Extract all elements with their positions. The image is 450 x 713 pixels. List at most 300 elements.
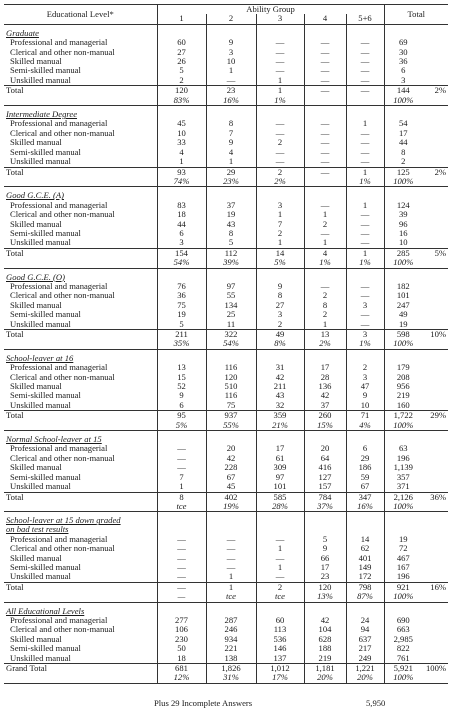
section-total-row — [4, 582, 448, 592]
total-value: 402 — [206, 492, 256, 502]
group-value: 188 — [304, 644, 346, 653]
group-value: 9 — [304, 544, 346, 553]
percent-value: — — [157, 592, 206, 602]
percent-value — [304, 96, 346, 106]
empty-cell — [256, 24, 304, 38]
group-value: — — [157, 544, 206, 553]
percent-total: 100% — [384, 339, 422, 349]
empty-cell — [422, 220, 448, 229]
group-value: 401 — [346, 554, 384, 563]
section-title-line-2: on bad test results — [4, 525, 157, 534]
row-total: 247 — [396, 300, 410, 310]
group-value: 42 — [256, 373, 304, 382]
row-total: 196 — [396, 572, 410, 582]
group-value: 116 — [206, 391, 256, 400]
empty-cell — [422, 106, 448, 120]
empty-cell — [4, 592, 157, 602]
percent-value: 2% — [304, 339, 346, 349]
section-total: 125 — [384, 167, 422, 177]
total-value: 681 — [157, 664, 206, 674]
group-value: 8 — [206, 229, 256, 238]
group-value: — — [304, 157, 346, 167]
empty-cell — [422, 138, 448, 147]
empty-cell — [422, 473, 448, 482]
group-value: — — [304, 282, 346, 291]
empty-cell — [422, 502, 448, 512]
percent-value: 1% — [346, 258, 384, 268]
table-row — [4, 210, 448, 219]
empty-cell — [157, 431, 206, 445]
row-total: 101 — [396, 291, 410, 301]
group-value: 44 — [157, 220, 206, 229]
group-value: 1 — [157, 157, 206, 167]
col-educational-level: Educational Level* — [4, 5, 157, 25]
group-value: — — [206, 76, 256, 86]
percent-total: 100% — [384, 421, 422, 431]
empty-cell — [422, 463, 448, 472]
group-value: 1 — [304, 238, 346, 248]
empty-cell — [206, 24, 256, 38]
category-label: Semi-skilled manual — [4, 148, 157, 157]
row-total: 54 — [398, 119, 408, 129]
table-row — [4, 201, 448, 210]
row-total: 10 — [398, 238, 408, 248]
group-value: 287 — [206, 616, 256, 625]
group-value: — — [304, 76, 346, 86]
group-value: 5 — [304, 535, 346, 544]
percent-row — [4, 421, 448, 431]
group-value: 2 — [256, 320, 304, 330]
row-total: 19 — [398, 319, 408, 329]
empty-cell — [422, 572, 448, 582]
group-value: — — [304, 38, 346, 47]
group-value: 75 — [157, 301, 206, 310]
group-value: 83 — [157, 201, 206, 210]
total-value: 71 — [346, 411, 384, 421]
group-value: 29 — [346, 454, 384, 463]
group-value: 42 — [206, 454, 256, 463]
empty-cell — [304, 602, 346, 616]
total-value: 937 — [206, 411, 256, 421]
table-row — [4, 220, 448, 229]
percent-value: 54% — [157, 258, 206, 268]
table-row — [4, 482, 448, 492]
section-title-row — [4, 512, 448, 526]
total-value: 784 — [304, 492, 346, 502]
group-value: — — [256, 129, 304, 138]
total-value: 347 — [346, 492, 384, 502]
table-row — [4, 444, 448, 453]
group-value: — — [256, 48, 304, 57]
row-total: 8 — [401, 147, 406, 157]
table-row — [4, 473, 448, 482]
row-total: 36 — [398, 57, 408, 67]
percent-row — [4, 502, 448, 512]
table-row — [4, 625, 448, 634]
empty-cell — [157, 602, 206, 616]
empty-cell — [422, 544, 448, 553]
empty-cell — [384, 268, 422, 282]
category-label: Unskilled manual — [4, 238, 157, 248]
group-value: — — [256, 57, 304, 66]
group-value: 3 — [346, 301, 384, 310]
section-total-row — [4, 86, 448, 96]
section-total: 144 — [384, 86, 422, 96]
group-value: 13 — [157, 363, 206, 372]
group-value: 101 — [256, 482, 304, 492]
category-label: Skilled manual — [4, 463, 157, 472]
grand-total-label: Grand Total — [4, 664, 157, 674]
table-row — [4, 544, 448, 553]
percent-row — [4, 258, 448, 268]
total-label: Total — [4, 167, 157, 177]
total-value: 322 — [206, 330, 256, 340]
percent-row — [4, 339, 448, 349]
row-total: 663 — [396, 625, 410, 635]
total-value: 359 — [256, 411, 304, 421]
empty-cell — [422, 512, 448, 526]
percent-value: 8% — [256, 339, 304, 349]
group-value: 1 — [206, 66, 256, 75]
group-4-header: 4 — [304, 14, 346, 24]
empty-cell — [256, 525, 304, 534]
group-value: — — [346, 282, 384, 291]
empty-cell — [206, 431, 256, 445]
group-value: — — [346, 220, 384, 229]
row-total: 2,985 — [393, 634, 413, 644]
group-value: — — [206, 563, 256, 572]
empty-cell — [422, 454, 448, 463]
total-value: 1 — [346, 248, 384, 258]
group-value: 10 — [206, 57, 256, 66]
percent-value — [304, 177, 346, 187]
table-row — [4, 238, 448, 248]
group-value: 149 — [346, 563, 384, 572]
section-total: 2,126 — [384, 492, 422, 502]
group-value: — — [256, 148, 304, 157]
percent-row — [4, 592, 448, 602]
empty-cell — [346, 268, 384, 282]
group-value: 3 — [157, 238, 206, 248]
group-value: 2 — [157, 76, 206, 86]
empty-cell — [422, 301, 448, 310]
group-value: 5 — [157, 66, 206, 75]
row-total: 179 — [396, 363, 410, 373]
percent-total: 100% — [384, 673, 422, 683]
row-total: 63 — [398, 444, 408, 454]
row-total: 6 — [401, 66, 406, 76]
section-title: Graduate — [4, 24, 157, 38]
group-value: 23 — [304, 572, 346, 582]
empty-cell — [422, 38, 448, 47]
group-value: 19 — [206, 210, 256, 219]
empty-cell — [256, 268, 304, 282]
group-value: — — [256, 66, 304, 75]
table-row — [4, 119, 448, 128]
percent-value: 83% — [157, 96, 206, 106]
total-label: Total — [4, 411, 157, 421]
category-label: Skilled manual — [4, 382, 157, 391]
empty-cell — [422, 258, 448, 268]
group-value: 157 — [304, 482, 346, 492]
group-value: 76 — [157, 282, 206, 291]
group-value: 217 — [346, 644, 384, 653]
category-label: Clerical and other non-manual — [4, 129, 157, 138]
percent-value: 87% — [346, 592, 384, 602]
total-value: 798 — [346, 582, 384, 592]
category-label: Semi-skilled manual — [4, 644, 157, 653]
category-label: Clerical and other non-manual — [4, 625, 157, 634]
percent-value: 5% — [256, 258, 304, 268]
group-value: — — [346, 76, 384, 86]
section-total: 1,722 — [384, 411, 422, 421]
empty-cell — [157, 106, 206, 120]
empty-cell — [422, 349, 448, 363]
row-total: 761 — [396, 653, 410, 663]
percent-value: 2% — [256, 177, 304, 187]
group-value: 11 — [206, 320, 256, 330]
group-value: 230 — [157, 635, 206, 644]
group-value: 2 — [304, 310, 346, 319]
incomplete-answers-label: Plus 29 Incomplete Answers — [154, 698, 253, 708]
empty-cell — [256, 187, 304, 201]
empty-cell — [422, 525, 448, 534]
empty-cell — [422, 635, 448, 644]
empty-cell — [422, 339, 448, 349]
group-value: 60 — [157, 38, 206, 47]
group-value: 2 — [346, 363, 384, 372]
total-label: Total — [4, 86, 157, 96]
total-value: — — [304, 86, 346, 96]
section-title-row — [4, 24, 448, 38]
section-total-row — [4, 330, 448, 340]
percent-value: 28% — [256, 502, 304, 512]
empty-cell — [4, 502, 157, 512]
percent-total: 100% — [384, 258, 422, 268]
table-row — [4, 282, 448, 291]
section-share: 2% — [422, 167, 448, 177]
group-value: 172 — [346, 572, 384, 582]
category-label: Skilled manual — [4, 635, 157, 644]
group-value: 3 — [206, 48, 256, 57]
section-title-row — [4, 349, 448, 363]
table-row — [4, 320, 448, 330]
table-row — [4, 38, 448, 47]
section-share: 29% — [422, 411, 448, 421]
group-value: 221 — [206, 644, 256, 653]
empty-cell — [157, 187, 206, 201]
percent-value: 1% — [256, 96, 304, 106]
group-value: 36 — [157, 291, 206, 300]
table-row — [4, 363, 448, 372]
group-value: 10 — [346, 401, 384, 411]
group-value: — — [346, 291, 384, 300]
group-value: 8 — [304, 301, 346, 310]
empty-cell — [384, 106, 422, 120]
group-value: — — [157, 454, 206, 463]
group-value: 536 — [256, 635, 304, 644]
empty-cell — [384, 431, 422, 445]
group-value: 47 — [346, 382, 384, 391]
section-share: 36% — [422, 492, 448, 502]
empty-cell — [422, 554, 448, 563]
group-value: 66 — [304, 554, 346, 563]
group-value: — — [304, 57, 346, 66]
row-total: 69 — [398, 38, 408, 48]
table-row — [4, 301, 448, 310]
total-value: 585 — [256, 492, 304, 502]
group-value: — — [304, 48, 346, 57]
row-total: 2 — [401, 157, 406, 167]
group-value: 9 — [346, 391, 384, 400]
category-label: Professional and managerial — [4, 119, 157, 128]
group-value: 61 — [256, 454, 304, 463]
percent-value: 23% — [206, 177, 256, 187]
empty-cell — [304, 187, 346, 201]
group-value: 309 — [256, 463, 304, 472]
category-label: Unskilled manual — [4, 654, 157, 664]
table-row — [4, 310, 448, 319]
group-value: — — [304, 229, 346, 238]
total-value: 1 — [346, 167, 384, 177]
category-label: Skilled manual — [4, 220, 157, 229]
category-label: Unskilled manual — [4, 157, 157, 167]
empty-cell — [422, 401, 448, 411]
row-total: 208 — [396, 372, 410, 382]
table-row — [4, 654, 448, 664]
empty-cell — [422, 201, 448, 210]
section-title-row — [4, 602, 448, 616]
group-value: 50 — [157, 644, 206, 653]
group-2-header: 2 — [206, 14, 256, 24]
group-value: 1 — [346, 119, 384, 128]
group-value: — — [256, 535, 304, 544]
percent-value: 20% — [346, 673, 384, 683]
empty-cell — [304, 349, 346, 363]
empty-cell — [157, 512, 206, 526]
percent-value: 19% — [206, 502, 256, 512]
group-value: — — [346, 138, 384, 147]
empty-cell — [304, 431, 346, 445]
empty-cell — [304, 106, 346, 120]
table-row — [4, 129, 448, 138]
percent-value: 54% — [206, 339, 256, 349]
empty-cell — [422, 563, 448, 572]
percent-value: 17% — [256, 673, 304, 683]
group-value: — — [346, 129, 384, 138]
empty-cell — [206, 106, 256, 120]
category-label: Professional and managerial — [4, 535, 157, 544]
total-value: — — [304, 167, 346, 177]
empty-cell — [256, 431, 304, 445]
row-total: 467 — [396, 553, 410, 563]
section-total: 598 — [384, 330, 422, 340]
table-row — [4, 463, 448, 472]
group-value: — — [157, 535, 206, 544]
empty-cell — [304, 525, 346, 534]
category-label: Professional and managerial — [4, 616, 157, 625]
group-value: 1 — [256, 76, 304, 86]
group-value: 55 — [206, 291, 256, 300]
category-label: Skilled manual — [4, 301, 157, 310]
empty-cell — [422, 602, 448, 616]
percent-value: 55% — [206, 421, 256, 431]
group-value: 8 — [256, 291, 304, 300]
group-value: 4 — [157, 148, 206, 157]
table-row — [4, 644, 448, 653]
empty-cell — [422, 625, 448, 634]
percent-value: tce — [256, 592, 304, 602]
empty-cell — [422, 444, 448, 453]
row-total: 3 — [401, 75, 406, 85]
percent-value: 12% — [157, 673, 206, 683]
percent-value: tce — [157, 502, 206, 512]
total-label: Total — [4, 330, 157, 340]
group-value: 146 — [256, 644, 304, 653]
group-value: 10 — [157, 129, 206, 138]
group-value: 277 — [157, 616, 206, 625]
table-row — [4, 391, 448, 400]
section-title: Intermediate Degree — [4, 106, 157, 120]
group-value: — — [157, 563, 206, 572]
total-value: 120 — [157, 86, 206, 96]
empty-cell — [346, 349, 384, 363]
table-row — [4, 48, 448, 57]
group-value: 934 — [206, 635, 256, 644]
row-total: 19 — [398, 534, 408, 544]
table-row — [4, 382, 448, 391]
empty-cell — [422, 48, 448, 57]
row-total: 72 — [398, 544, 408, 554]
empty-cell — [422, 76, 448, 86]
group-value: 75 — [206, 401, 256, 411]
group-value: — — [304, 138, 346, 147]
education-ability-table — [4, 4, 448, 684]
total-value: 95 — [157, 411, 206, 421]
row-total: 49 — [398, 310, 408, 320]
group-value: 20 — [206, 444, 256, 453]
percent-total: 100% — [384, 592, 422, 602]
percent-value: 13% — [304, 592, 346, 602]
empty-cell — [422, 482, 448, 492]
total-header: Total — [384, 5, 448, 25]
section-share: 5% — [422, 248, 448, 258]
percent-value: 20% — [304, 673, 346, 683]
empty-cell — [422, 66, 448, 75]
row-total: 39 — [398, 210, 408, 220]
row-total: 182 — [396, 281, 410, 291]
table-row — [4, 373, 448, 382]
group-value: 1 — [256, 238, 304, 248]
group-value: — — [256, 554, 304, 563]
category-label: Unskilled manual — [4, 482, 157, 492]
empty-cell — [422, 187, 448, 201]
section-title-row-2 — [4, 525, 448, 534]
group-value: 42 — [304, 391, 346, 400]
group-value: 27 — [157, 48, 206, 57]
total-value: — — [157, 582, 206, 592]
empty-cell — [384, 187, 422, 201]
total-label: Total — [4, 248, 157, 258]
empty-cell — [206, 187, 256, 201]
group-value: 1 — [304, 320, 346, 330]
group-56-header: 5+6 — [346, 14, 384, 24]
group-value: 6 — [157, 229, 206, 238]
group-value: 219 — [304, 654, 346, 664]
percent-value: 1% — [346, 339, 384, 349]
table-row — [4, 76, 448, 86]
group-value: — — [346, 157, 384, 167]
